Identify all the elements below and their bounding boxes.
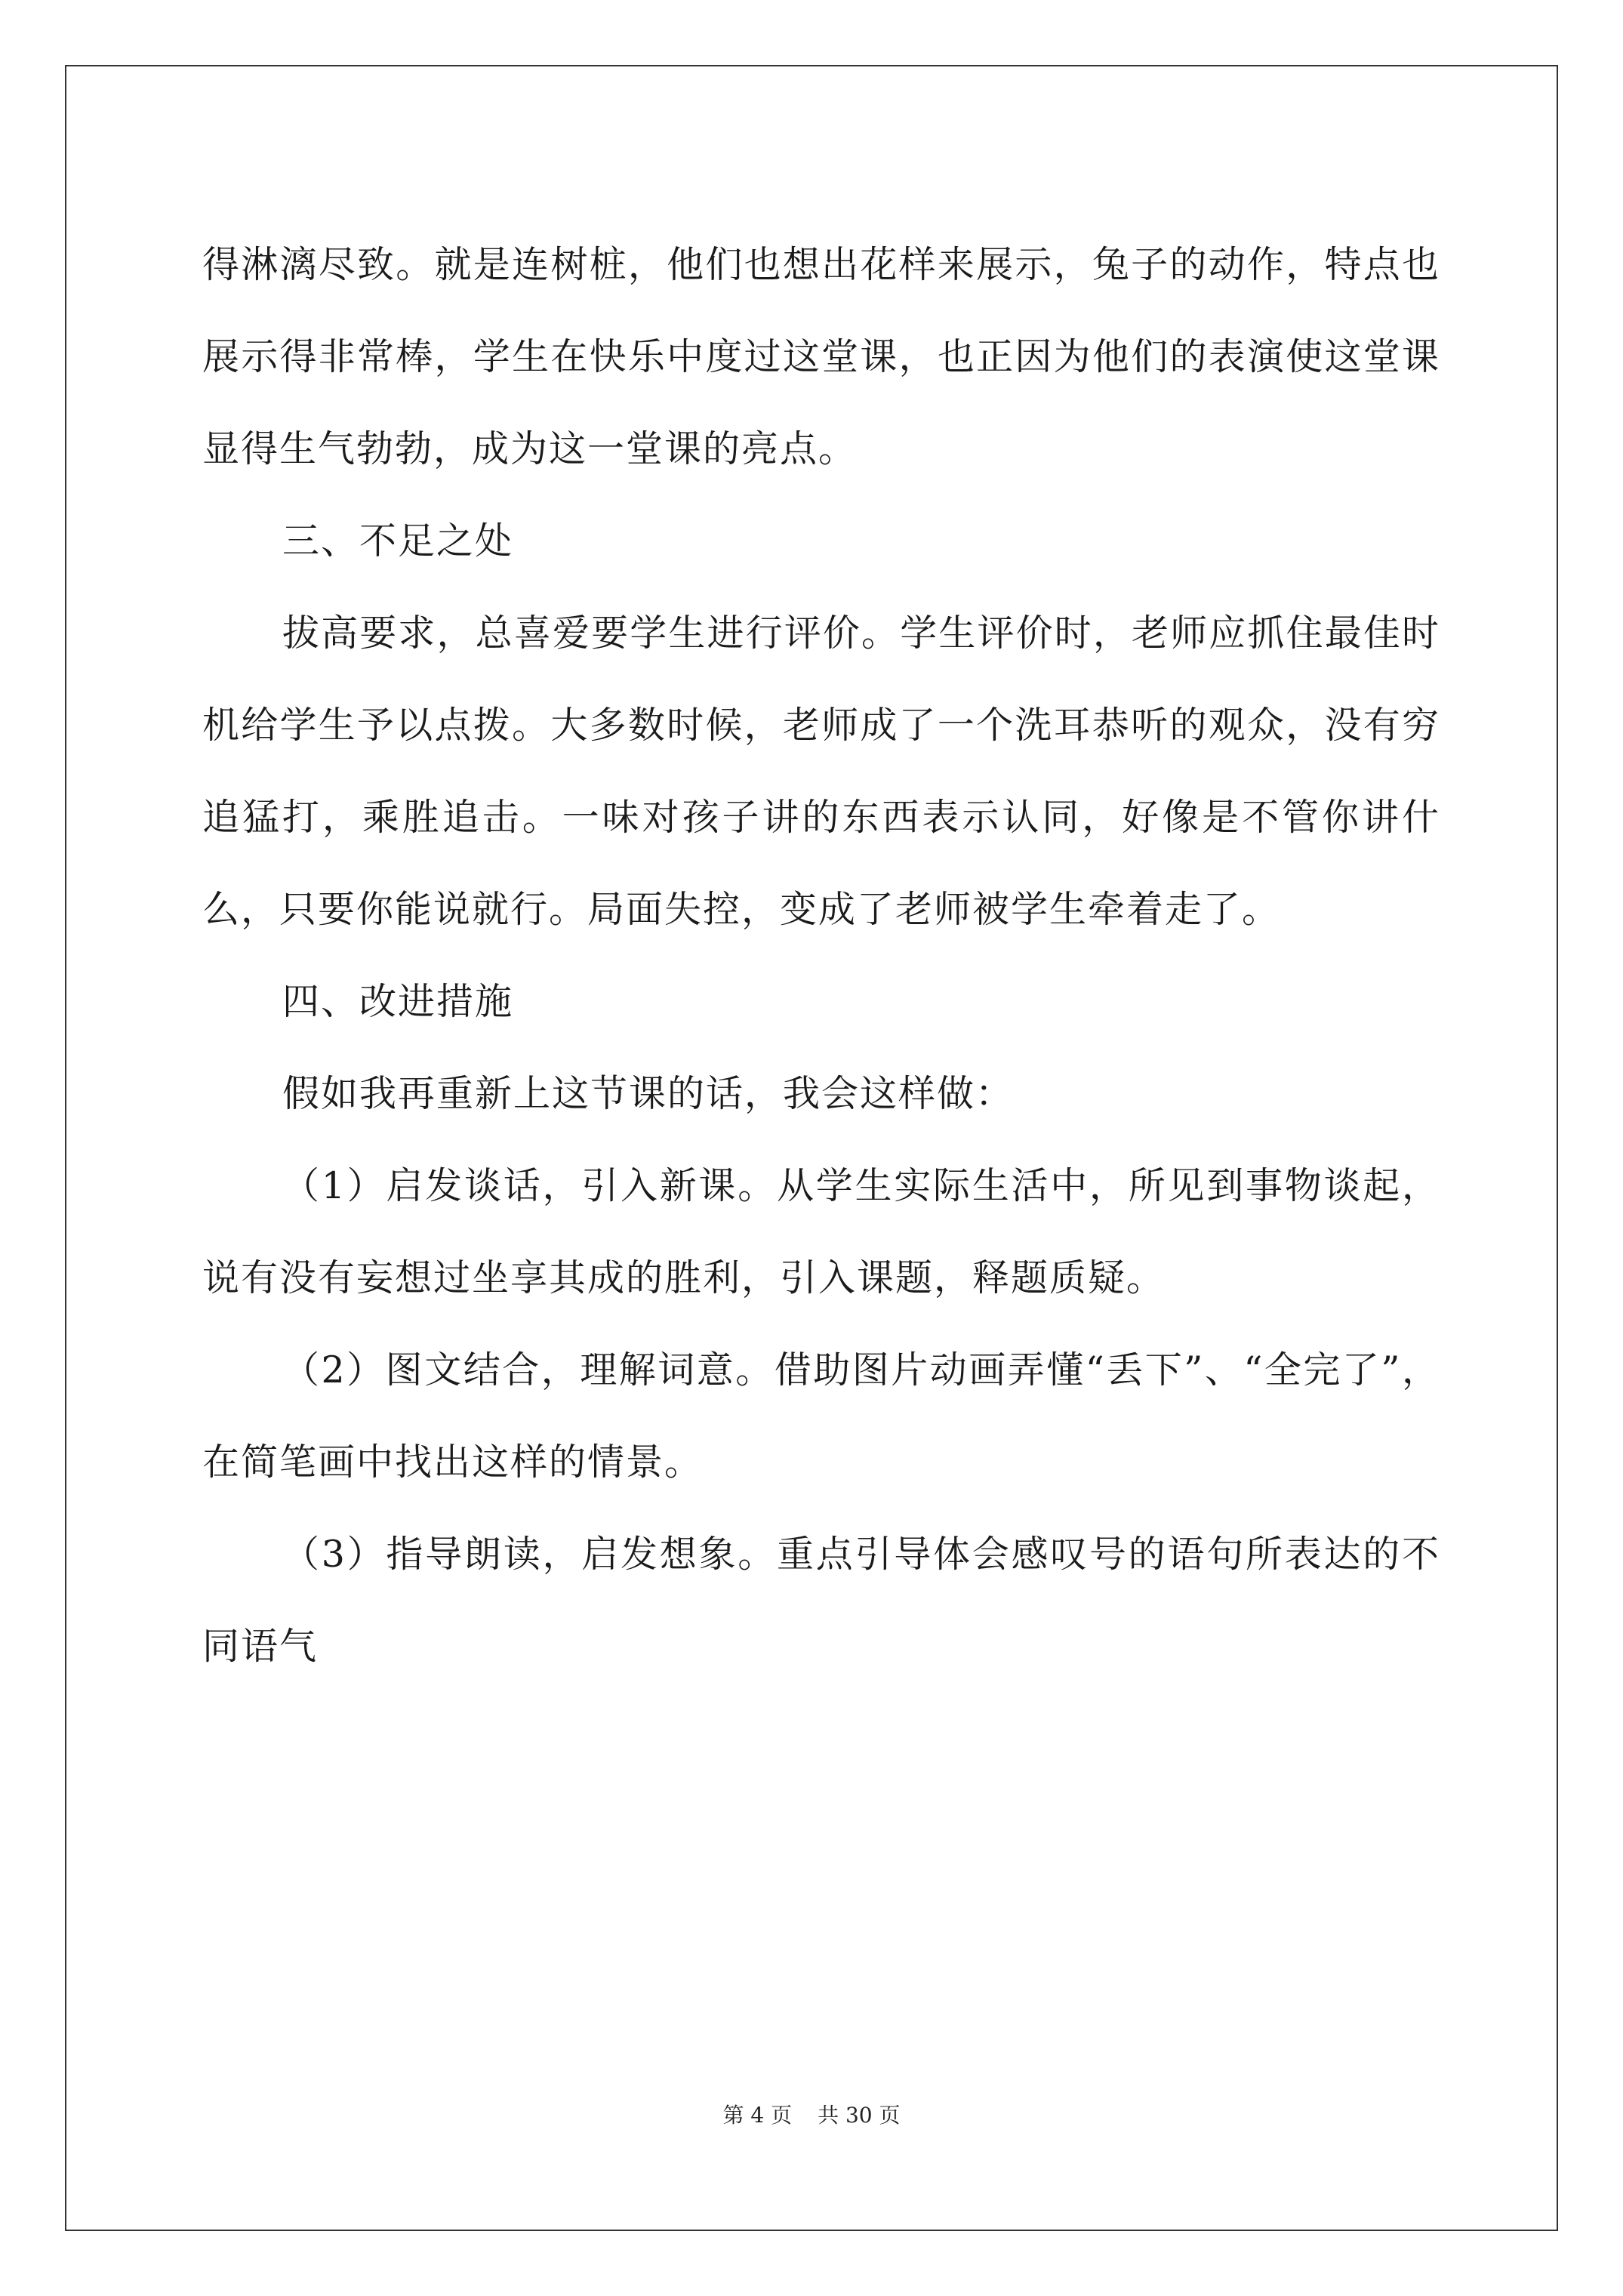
paragraph-step-3: （3）指导朗读，启发想象。重点引导体会感叹号的语句所表达的不同语气 xyxy=(202,1533,1440,1668)
paragraph-step-1: （1）启发谈话，引入新课。从学生实际生活中，所见到事物谈起，说有没有妄想过坐享其成的胜利，引入课题，释题质疑。 xyxy=(202,1164,1440,1299)
page-number: 第 4 页 xyxy=(722,2103,793,2128)
section-heading-shortcomings: 三、不足之处 xyxy=(282,519,514,562)
document-body xyxy=(202,219,1440,1693)
section-heading-improvements: 四、改进措施 xyxy=(282,980,514,1023)
paragraph-continued: 得淋漓尽致。就是连树桩，他们也想出花样来展示，兔子的动作，特点也展示得非常棒，学生在快乐中度过这堂课，也正因为他们的表演使这堂课显得生气勃勃，成为这一堂课的亮点。 xyxy=(202,243,1440,470)
page-total: 共 30 页 xyxy=(818,2103,901,2128)
paragraph-improvements-intro: 假如我再重新上这节课的话，我会这样做： xyxy=(282,1072,1015,1115)
page-footer xyxy=(0,2099,1623,2129)
paragraph-shortcomings: 拔高要求，总喜爱要学生进行评价。学生评价时，老师应抓住最佳时机给学生予以点拨。大多数时候，老师成了一个洗耳恭听的观众，没有穷追猛打，乘胜追击。一味对孩子讲的东西表示认同，好像是不管你讲什么，只要你能说就行。局面失控，变成了老师被学生牵着走了。 xyxy=(202,612,1440,931)
paragraph-step-2: （2）图文结合，理解词意。借助图片动画弄懂“丢下”、“全完了”，在简笔画中找出这样的情景。 xyxy=(202,1348,1440,1484)
